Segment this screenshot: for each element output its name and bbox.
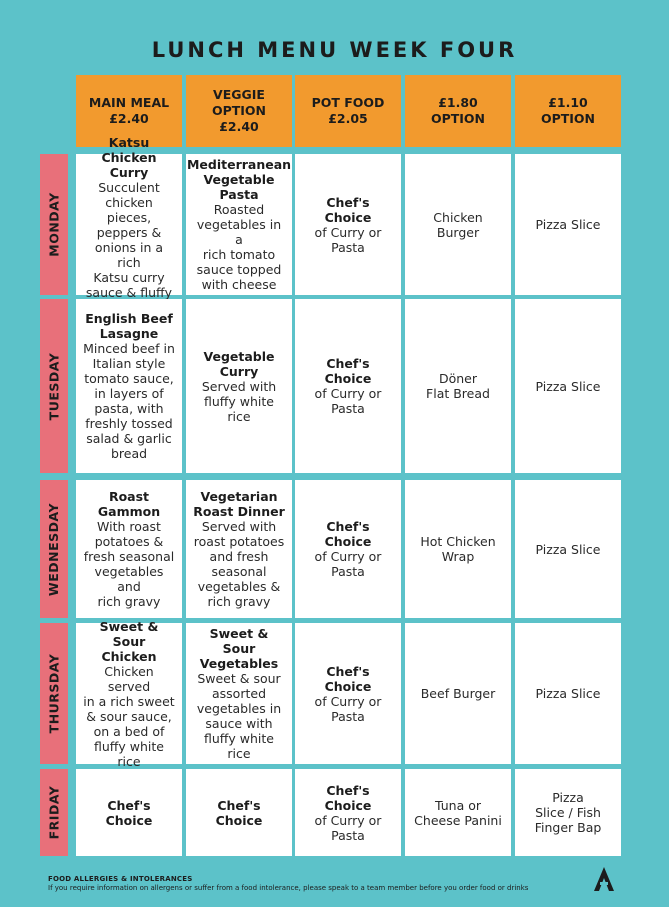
dish-name: Chef's Choice: [324, 663, 372, 694]
menu-cell: [405, 623, 511, 764]
column-header: £1.80 OPTION: [405, 75, 511, 147]
dish-description: of Curry or Pasta: [314, 386, 382, 416]
menu-cell: [76, 618, 182, 769]
menu-cell: [186, 299, 292, 473]
day-label-thursday: [40, 623, 68, 764]
menu-cell: [186, 154, 292, 295]
dish-description: Chicken served in a rich sweet & sour sauce, on a bed of fluffy white rice: [83, 663, 175, 769]
dish-description: Hot Chicken Wrap: [420, 534, 496, 564]
dish-name: Sweet & Sour Vegetables: [199, 626, 279, 671]
dish-name: Mediterranean Vegetable Pasta: [186, 157, 292, 202]
menu-cell: [186, 480, 292, 618]
menu-cell: [76, 134, 182, 300]
menu-cell: [405, 480, 511, 618]
menu-cell: [186, 769, 292, 856]
day-label-wednesday: [40, 480, 68, 618]
column-header: £1.10 OPTION: [515, 75, 621, 147]
column-header: POT FOOD £2.05: [295, 75, 401, 147]
allergy-heading: FOOD ALLERGIES & INTOLERANCES: [48, 875, 193, 883]
menu-cell: [295, 480, 401, 618]
column-header: MAIN MEAL £2.40: [76, 75, 182, 147]
column-header: VEGGIE OPTION £2.40: [186, 75, 292, 147]
dish-name: Vegetable Curry: [203, 348, 275, 379]
dish-description: Minced beef in Italian style tomato sauce, in layers of pasta, with freshly tossed salad & garlic bread: [83, 341, 175, 461]
day-text: WEDNESDAY: [46, 502, 62, 596]
dish-name: Katsu Chicken Curry: [101, 134, 157, 180]
menu-cell: [295, 154, 401, 295]
day-label-monday: [40, 154, 68, 295]
menu-cell: [405, 299, 511, 473]
menu-cell: [295, 299, 401, 473]
day-label-tuesday: [40, 299, 68, 473]
dish-description: Roasted vegetables in a rich tomato sauce topped with cheese: [196, 202, 282, 292]
menu-cell: [515, 480, 621, 618]
dish-description: Pizza Slice: [535, 686, 601, 701]
dish-name: Chef's Choice: [324, 519, 372, 549]
dish-description: of Curry or Pasta: [314, 693, 382, 724]
dish-description: Served with roast potatoes and fresh seasonal vegetables & rich gravy: [193, 519, 285, 609]
menu-cell: [76, 480, 182, 618]
brand-logo: [592, 866, 616, 892]
dish-description: of Curry or Pasta: [314, 549, 382, 579]
dish-name: Chef's Choice: [324, 194, 372, 225]
dish-description: Succulent chicken pieces, peppers & onions in a rich Katsu curry sauce & fluffy: [85, 179, 173, 300]
dish-description: of Curry or Pasta: [314, 812, 382, 843]
dish-description: Tuna or Cheese Panini: [414, 797, 502, 828]
dish-description: of Curry or Pasta: [314, 224, 382, 255]
menu-cell: [405, 769, 511, 856]
menu-cell: [515, 769, 621, 856]
dish-name: Chef's Choice: [324, 356, 372, 386]
dish-name: Chef's Choice: [324, 782, 372, 813]
dish-description: Pizza Slice / Fish Finger Bap: [534, 790, 602, 835]
day-text: THURSDAY: [46, 653, 62, 734]
dish-name: Chef's Choice: [105, 797, 153, 828]
day-text: FRIDAY: [46, 785, 62, 840]
dish-description: Pizza Slice: [535, 541, 601, 557]
dish-description: With roast potatoes & fresh seasonal vegetables and rich gravy: [83, 519, 175, 609]
allergy-text: If you require information on allergens or suffer from a food intolerance, please speak to a team member before you order food or drinks: [48, 884, 529, 892]
day-label-friday: [40, 769, 68, 856]
dish-description: Pizza Slice: [535, 217, 601, 232]
menu-cell: [76, 299, 182, 473]
menu-cell: [515, 623, 621, 764]
dish-name: Vegetarian Roast Dinner: [193, 489, 285, 519]
dish-name: Sweet & Sour Chicken: [99, 618, 159, 664]
day-text: MONDAY: [46, 192, 62, 257]
dish-description: Döner Flat Bread: [426, 371, 490, 401]
menu-cell: [515, 299, 621, 473]
menu-cell: [515, 154, 621, 295]
dish-name: Roast Gammon: [97, 489, 161, 519]
dish-description: Beef Burger: [420, 686, 496, 701]
menu-cell: [295, 623, 401, 764]
allergy-notice: [48, 875, 588, 892]
dish-name: English Beef Lasagne: [85, 311, 173, 341]
day-text: TUESDAY: [46, 352, 62, 420]
menu-cell: [405, 154, 511, 295]
menu-cell: [76, 769, 182, 856]
dish-description: Pizza Slice: [535, 378, 601, 394]
dish-name: Chef's Choice: [215, 797, 263, 828]
dish-description: Chicken Burger: [433, 209, 483, 240]
menu-cell: [186, 623, 292, 764]
page-title: LUNCH MENU WEEK FOUR: [151, 38, 518, 62]
dish-description: Sweet & sour assorted vegetables in sauce with fluffy white rice: [196, 671, 282, 761]
dish-description: Served with fluffy white rice: [201, 378, 277, 424]
menu-cell: [295, 769, 401, 856]
